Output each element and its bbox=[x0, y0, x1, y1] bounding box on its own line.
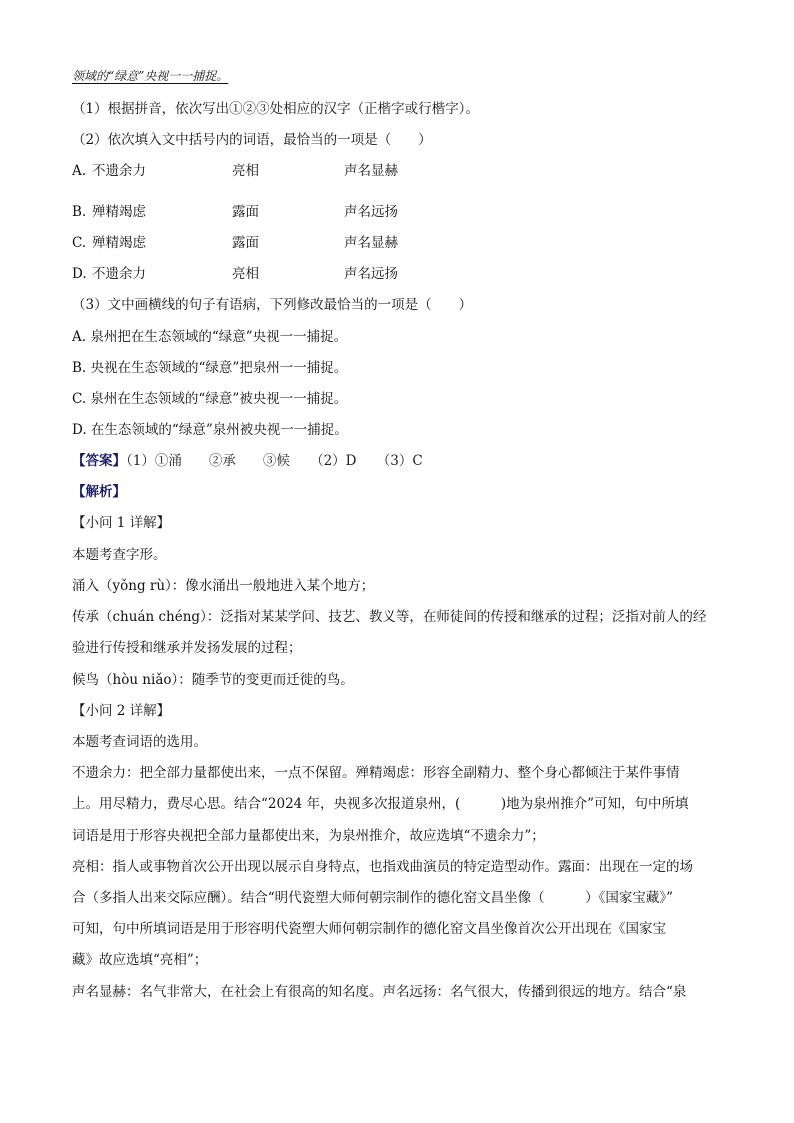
q3-option-b: B. 央视在生态领域的“绿意”把泉州一一捕捉。 bbox=[72, 360, 348, 376]
option-label: C. bbox=[72, 235, 87, 251]
option-word-3: 声名远扬 bbox=[344, 204, 398, 220]
sub2-line: 藏》故应选填“亮相”； bbox=[72, 952, 208, 968]
question-2: （2）依次填入文中括号内的词语，最恰当的一项是（ ） bbox=[72, 132, 432, 148]
sub2-line: 词语是用于形容央视把全部力量都使出来，为泉州推介，故应选填“不遗余力”； bbox=[72, 828, 545, 844]
option-label: B. bbox=[72, 204, 87, 220]
sub2-title: 【小问 2 详解】 bbox=[72, 703, 171, 719]
option-word-3: 声名显赫 bbox=[344, 163, 398, 179]
sub2-line: 声名显赫：名气非常大，在社会上有很高的知名度。声名远扬：名气很大，传播到很远的地方。结合“泉 bbox=[72, 984, 687, 1000]
q3-option-d: D. 在生态领域的“绿意”泉州被央视一一捕捉。 bbox=[72, 422, 348, 438]
sub1-line: 候鸟（hòu niǎo）：随季节的变更而迁徙的鸟。 bbox=[72, 672, 354, 688]
question-1: （1）根据拼音，依次写出①②③处相应的汉字（正楷字或行楷字）。 bbox=[72, 101, 479, 117]
option-word-3: 声名显赫 bbox=[344, 235, 398, 251]
sub1-line: 涌入（yǒng rù）：像水涌出一般地进入某个地方； bbox=[72, 578, 375, 594]
sub2-line: 上。用尽精力，费尽心思。结合“2024 年，央视多次报道泉州，( )地为泉州推介”可知，句中所填 bbox=[72, 796, 689, 812]
option-word-2: 亮相 bbox=[232, 266, 259, 282]
option-label: D. bbox=[72, 266, 87, 282]
sub2-line: 合（多指人出来交际应酬）。结合“明代瓷塑大师何朝宗制作的德化窑文昌坐像（ ）《国家宝藏》” bbox=[72, 890, 674, 906]
option-word-2: 露面 bbox=[232, 235, 259, 251]
option-label: A. bbox=[72, 163, 87, 179]
question-3: （3）文中画横线的句子有语病，下列修改最恰当的一项是（ ） bbox=[72, 297, 473, 313]
handwritten-fragment: 领域的“绿意”央视一一捕捉。 bbox=[72, 69, 229, 83]
q3-option-a: A. 泉州把在生态领域的“绿意”央视一一捕捉。 bbox=[72, 329, 348, 345]
sub2-line: 亮相：指人或事物首次公开出现以展示自身特点，也指戏曲演员的特定造型动作。露面：出现在一定的场 bbox=[72, 859, 693, 875]
sub1-title: 【小问 1 详解】 bbox=[72, 515, 171, 531]
sub2-line: 不遗余力：把全部力量都使出来，一点不保留。殚精竭虑：形容全副精力、整个身心都倾注于某件事情 bbox=[72, 765, 680, 781]
option-word-2: 亮相 bbox=[232, 163, 259, 179]
option-word-2: 露面 bbox=[232, 204, 259, 220]
answer-line bbox=[72, 451, 423, 471]
sub1-intro: 本题考查字形。 bbox=[72, 547, 167, 563]
option-word-3: 声名远扬 bbox=[344, 266, 398, 282]
answer-tag: 【答案】 bbox=[72, 453, 126, 469]
sub1-line: 验进行传授和继承并发扬发展的过程； bbox=[72, 640, 302, 656]
analysis-tag: 【解析】 bbox=[72, 484, 126, 500]
sub1-line: 传承（chuán chéng）：泛指对某某学问、技艺、教义等，在师徒间的传授和继承的过程；泛指对前人的经 bbox=[72, 609, 707, 625]
sub2-line: 可知，句中所填词语是用于形容明代瓷塑大师何朝宗制作的德化窑文昌坐像首次公开出现在《国家宝 bbox=[72, 921, 666, 937]
option-word-1: 不遗余力 bbox=[92, 163, 146, 179]
q3-option-c: C. 泉州在生态领域的“绿意”被央视一一捕捉。 bbox=[72, 391, 348, 407]
option-word-1: 殚精竭虑 bbox=[92, 204, 146, 220]
option-word-1: 不遗余力 bbox=[92, 266, 146, 282]
option-word-1: 殚精竭虑 bbox=[92, 235, 146, 251]
answer-text: （1）①涌 ②承 ③候 （2）D （3）C bbox=[126, 453, 423, 469]
sub2-intro: 本题考查词语的选用。 bbox=[72, 734, 207, 750]
